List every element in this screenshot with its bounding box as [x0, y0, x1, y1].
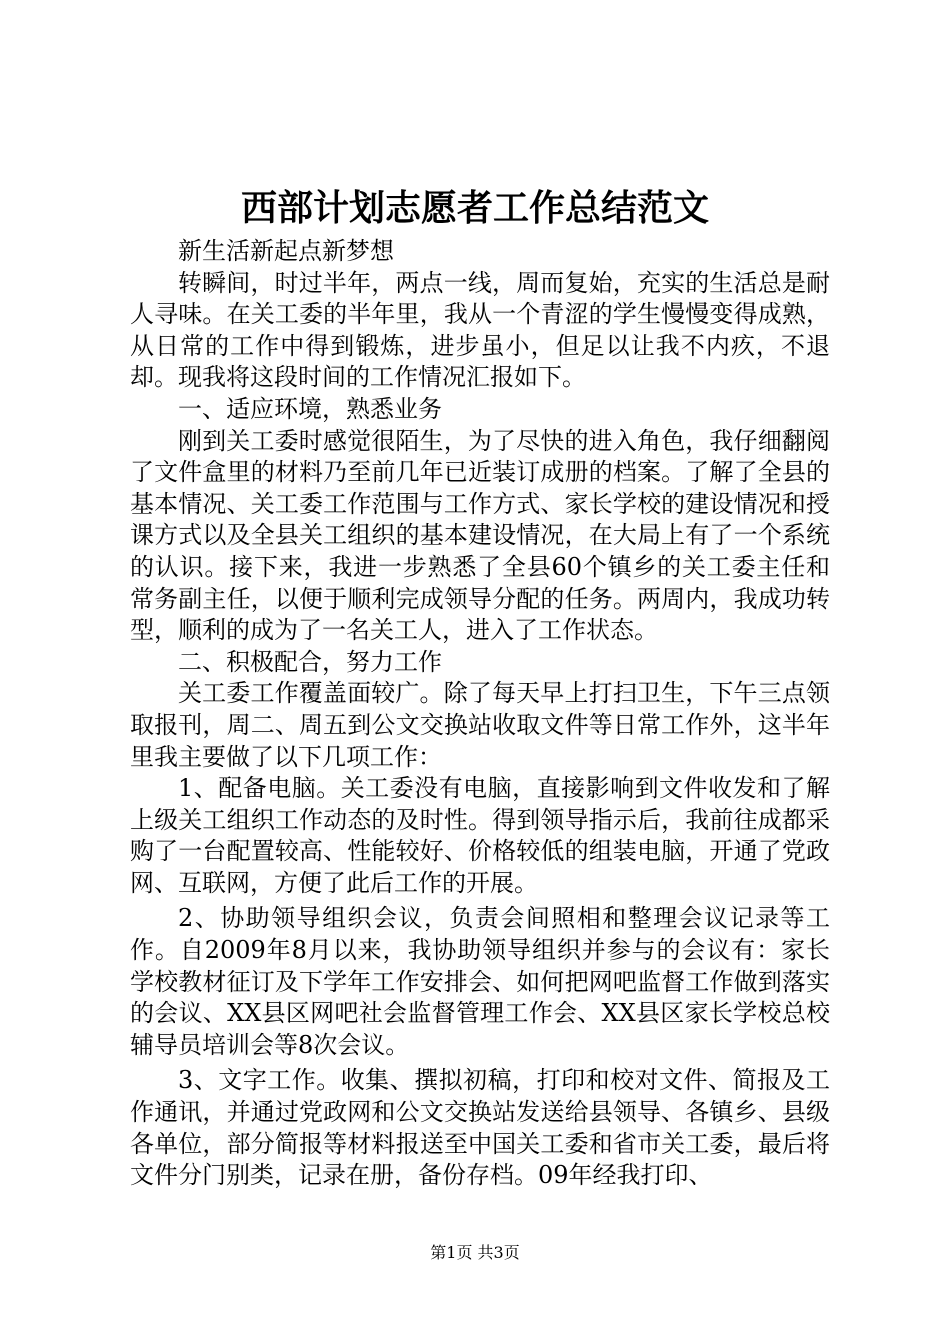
page-footer: 第1页 共3页	[430, 1243, 520, 1262]
section-heading-1: 一、适应环境，熟悉业务	[178, 394, 442, 423]
section-heading-2: 二、积极配合，努力工作	[178, 647, 442, 676]
document-title: 西部计划志愿者工作总结范文	[240, 187, 709, 229]
work-item-1: 1、配备电脑。关工委没有电脑，直接影响到文件收发和了解上级关工组织工作动态的及时性。得到领导指示后，我前往成都采购了一台配置较高、性能较好、价格较低的组装电脑，开通了党政网、互联网，方便了此后工作的开展。	[130, 774, 830, 897]
intro-paragraph: 转瞬间，时过半年，两点一线，周而复始，充实的生活总是耐人寻味。在关工委的半年里，我从一个青涩的学生慢慢变得成熟，从日常的工作中得到锻炼，进步虽小，但足以让我不内疚，不退却。现我将这段时间的工作情况汇报如下。	[130, 268, 830, 392]
work-item-2: 2、协助领导组织会议，负责会间照相和整理会议记录等工作。自2009年8月以来，我协助领导组织并参与的会议有：家长学校教材征订及下学年工作安排会、如何把网吧监督工作做到落实的会议、XX县区网吧社会监督管理工作会、XX县区家长学校总校辅导员培训会等8次会议。	[130, 904, 830, 1059]
document-body	[130, 236, 830, 1192]
work-item-3: 3、文字工作。收集、撰拟初稿，打印和校对文件、简报及工作通讯，并通过党政网和公文交换站发送给县领导、各镇乡、县级各单位，部分简报等材料报送至中国关工委和省市关工委，最后将文件分门别类，记录在册，备份存档。09年经我打印、	[130, 1066, 830, 1190]
subtitle-paragraph: 新生活新起点新梦想	[178, 237, 394, 265]
section-2-paragraph: 关工委工作覆盖面较广。除了每天早上打扫卫生，下午三点领取报刊，周二、周五到公文交换站收取文件等日常工作外，这半年里我主要做了以下几项工作：	[130, 679, 830, 771]
section-1-paragraph: 刚到关工委时感觉很陌生，为了尽快的进入角色，我仔细翻阅了文件盒里的材料乃至前几年已近装订成册的档案。了解了全县的基本情况、关工委工作范围与工作方式、家长学校的建设情况和授课方式以及全县关工组织的基本建设情况，在大局上有了一个系统的认识。接下来，我进一步熟悉了全县60个镇乡的关工委主任和常务副主任，以便于顺利完成领导分配的任务。两周内，我成功转型，顺利的成为了一名关工人，进入了工作状态。	[130, 426, 830, 645]
